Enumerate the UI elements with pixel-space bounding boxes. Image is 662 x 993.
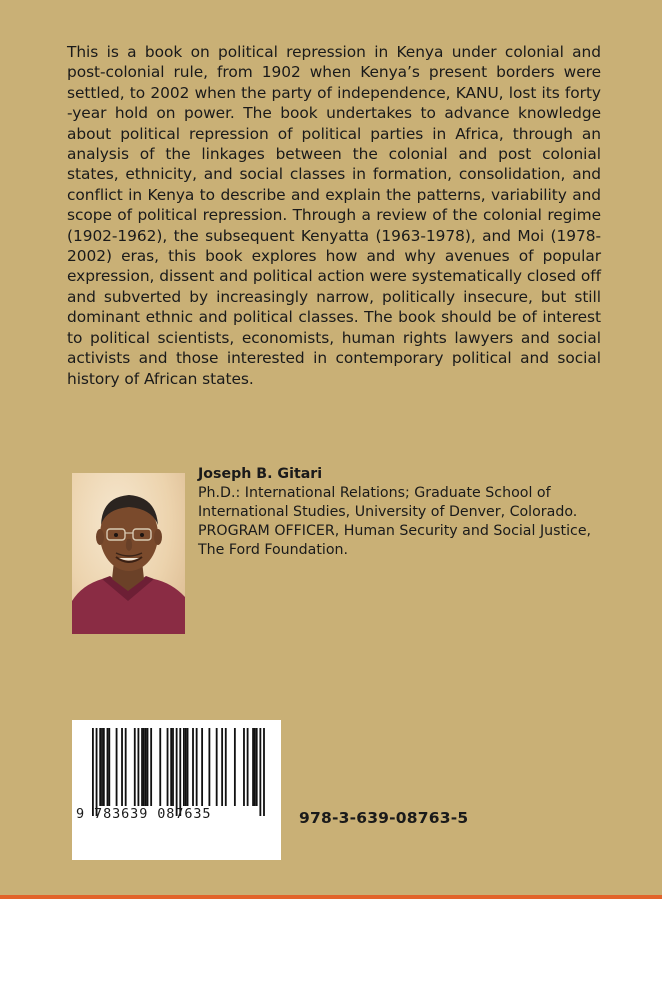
barcode-bar [247, 728, 249, 806]
barcode-bar [263, 728, 265, 816]
barcode-bar [121, 728, 123, 806]
barcode-bar [187, 728, 189, 806]
barcode-bar [259, 728, 261, 816]
barcode-bar [96, 728, 98, 816]
barcode-bar [143, 728, 145, 806]
barcode-bar [141, 728, 143, 806]
barcode [72, 720, 281, 860]
barcode-bar [179, 728, 181, 816]
barcode-bar [159, 728, 161, 806]
author-name: Joseph B. Gitari [198, 466, 323, 482]
isbn-number: 978-3-639-08763-5 [299, 809, 469, 827]
barcode-digits: 9 783639 087635 [76, 806, 212, 822]
barcode-bar [192, 728, 194, 806]
barcode-bar [256, 728, 258, 806]
barcode-bar [172, 728, 174, 806]
barcode-bar [138, 728, 140, 806]
barcode-bar [225, 728, 227, 806]
barcode-bar [221, 728, 223, 806]
barcode-bar [116, 728, 118, 806]
barcode-bar [108, 728, 110, 806]
barcode-bars [72, 720, 281, 860]
barcode-bar [176, 728, 178, 816]
barcode-bar [92, 728, 94, 816]
barcode-bar [150, 728, 152, 806]
author-photo [72, 473, 185, 634]
barcode-bar [185, 728, 187, 806]
author-info [198, 465, 618, 560]
barcode-bar [107, 728, 109, 806]
accent-stripe [0, 895, 662, 899]
barcode-bar [103, 728, 105, 806]
barcode-bar [201, 728, 203, 806]
barcode-bar [99, 728, 101, 806]
barcode-bar [254, 728, 256, 806]
barcode-bar [252, 728, 254, 806]
barcode-bar [196, 728, 198, 806]
barcode-bar [134, 728, 136, 806]
barcode-bar [167, 728, 169, 806]
barcode-bar [147, 728, 149, 806]
author-bio-line: The Ford Foundation. [198, 542, 349, 558]
barcode-bar [208, 728, 210, 806]
author-bio-line: PROGRAM OFFICER, Human Security and Social Justice, [198, 523, 592, 539]
barcode-bar [125, 728, 127, 806]
barcode-bar [243, 728, 245, 806]
book-description: This is a book on political repression in Kenya under colonial and post-colonial rule, from 1902 when Kenya’s present borders were settled, to 2002 when the party of independence, KANU, lost its forty -year hold on power. The book undertakes to advance knowledge about political repression of political parties in Africa, through an analysis of the linkages between the colonial and post colonial states, ethnicity, and social classes in formation, consolidation, and conflict in Kenya to describe and explain the patterns, variability and scope of political repression. Through a review of the colonial regime (1902-1962), the subsequent Kenyatta (1963-1978), and Moi (1978-2002) eras, this book explores how and why avenues of popular expression, dissent and political action were systematically closed off and subverted by increasingly narrow, politically insecure, but still dominant ethnic and political classes. The book should be of interest to political scientists, economists, human rights lawyers and social activists and those interested in contemporary political and social history of African states. [67, 43, 601, 388]
barcode-bar [183, 728, 185, 806]
author-bio-line: International Studies, University of Denver, Colorado. [198, 504, 578, 520]
barcode-bar [170, 728, 172, 806]
author-bio-line: Ph.D.: International Relations; Graduate School of [198, 485, 551, 501]
barcode-bar [101, 728, 103, 806]
barcode-bar [216, 728, 218, 806]
barcode-bar [234, 728, 236, 806]
barcode-bar [145, 728, 147, 806]
